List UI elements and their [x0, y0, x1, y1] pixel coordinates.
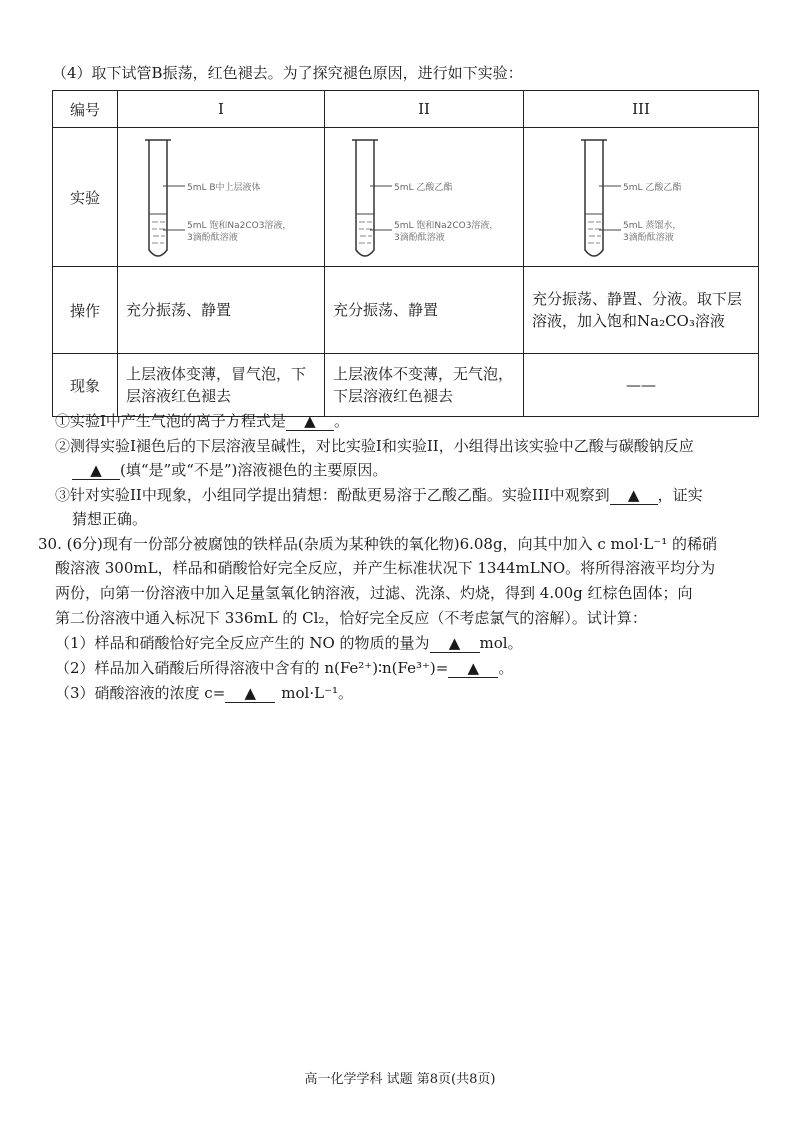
table-row-operation: [53, 267, 759, 354]
note-2-line-1: ②测得实验I褪色后的下层溶液呈碱性，对比实验I和实验II，小组得出该实验中乙酸与碳酸钠反应: [55, 437, 694, 455]
note-3-line-1: [55, 484, 703, 506]
row-label-phenomenon: 现象: [53, 354, 118, 417]
q30-sub-2: [55, 657, 513, 679]
page-footer: 高一化学学科 试题 第8页(共8页): [304, 1072, 496, 1087]
answer-blank-1[interactable]: ▲: [286, 412, 334, 431]
row-label-experiment: 实验: [53, 128, 118, 267]
header-cell-number: 编号: [53, 91, 118, 128]
experiment-table: [52, 90, 759, 417]
operation-cell-II: 充分振荡、静置: [325, 267, 524, 354]
header-cell-II: II: [325, 91, 524, 128]
note-2-text: (填“是”或“不是”)溶液褪色的主要原因。: [120, 461, 388, 479]
test-tube-icon: [525, 130, 755, 264]
table-row-experiment: [53, 128, 759, 267]
tube-III-upper-label: 5mL 乙酸乙酯: [623, 183, 682, 193]
tube-III-lower-label-2: 3滴酚酞溶液: [623, 233, 674, 243]
answer-blank-2[interactable]: ▲: [72, 461, 120, 480]
q30-sub-3: [55, 682, 353, 704]
q30-sub-3-text: （3）硝酸溶液的浓度 c=: [55, 684, 226, 702]
note-1-text: ①实验I中产生气泡的离子方程式是: [55, 412, 286, 430]
tube-I-lower-label-2: 3滴酚酞溶液: [187, 233, 238, 243]
answer-blank-6[interactable]: ▲: [225, 684, 275, 703]
phenomenon-cell-II: 上层液体不变薄，无气泡，下层溶液红色褪去: [325, 354, 524, 417]
phenomenon-cell-III: ——: [524, 354, 759, 417]
test-tube-icon: [119, 130, 319, 264]
row-label-operation: 操作: [53, 267, 118, 354]
note-1: [55, 410, 349, 432]
test-tube-icon: [326, 130, 522, 264]
q30-sub-2-end: 。: [498, 659, 514, 677]
q30-line-3: 两份，向第一份溶液中加入足量氢氧化钠溶液，过滤、洗涤、灼烧，得到 4.00g 红棕色固体；向: [55, 584, 693, 602]
q30-sub-1: [55, 632, 523, 654]
note-2-line-2: [72, 459, 387, 481]
experiment-cell-I: [118, 128, 325, 267]
note-3-text: ③针对实验II中现象，小组同学提出猜想：酚酞更易溶于乙酸乙酯。实验III中观察到: [55, 486, 610, 504]
q30-line-4: 第二份溶液中通入标况下 336mL 的 Cl₂，恰好完全反应（不考虑氯气的溶解）。试计算：: [55, 609, 647, 627]
experiment-cell-II: [325, 128, 524, 267]
q30-line-2: 酸溶液 300mL，样品和硝酸恰好完全反应，并产生标准状况下 1344mLNO。将所得溶液平均分为: [55, 559, 716, 577]
q30-sub-2-text: （2）样品加入硝酸后所得溶液中含有的 n(Fe²⁺)∶n(Fe³⁺)=: [55, 659, 449, 677]
tube-I-lower-label-1: 5mL 饱和Na2CO3溶液，: [187, 221, 292, 231]
tube-II-lower-label-2: 3滴酚酞溶液: [394, 233, 445, 243]
answer-blank-5[interactable]: ▲: [448, 659, 498, 678]
operation-cell-I: 充分振荡、静置: [118, 267, 325, 354]
q4-intro: （4）取下试管B振荡，红色褪去。为了探究褪色原因，进行如下实验：: [52, 64, 523, 82]
answer-blank-3[interactable]: ▲: [610, 486, 658, 505]
answer-blank-4[interactable]: ▲: [430, 634, 480, 653]
table-header-row: [53, 91, 759, 128]
tube-I-upper-label: 5mL B中上层液体: [187, 183, 261, 193]
phenomenon-cell-I: 上层液体变薄，冒气泡，下层溶液红色褪去: [118, 354, 325, 417]
q30-line-1: 30. (6分)现有一份部分被腐蚀的铁样品(杂质为某种铁的氧化物)6.08g，向其中加入 c mol·L⁻¹ 的稀硝: [38, 535, 717, 553]
header-cell-III: III: [524, 91, 759, 128]
q30-sub-3-unit: mol·L⁻¹。: [281, 684, 354, 702]
header-cell-I: I: [118, 91, 325, 128]
q30-sub-1-text: （1）样品和硝酸恰好完全反应产生的 NO 的物质的量为: [55, 634, 430, 652]
operation-cell-III: 充分振荡、静置、分液。取下层溶液，加入饱和Na₂CO₃溶液: [524, 267, 759, 354]
note-1-end: 。: [333, 412, 349, 430]
note-3-line-2: 猜想正确。: [72, 510, 148, 528]
table-row-phenomenon: [53, 354, 759, 417]
q30-sub-1-unit: mol。: [479, 634, 523, 652]
tube-II-lower-label-1: 5mL 饱和Na2CO3溶液，: [394, 221, 499, 231]
tube-III-lower-label-1: 5mL 蒸馏水，: [623, 221, 682, 231]
note-3-end: ，证实: [657, 486, 703, 504]
experiment-cell-III: [524, 128, 759, 267]
tube-II-upper-label: 5mL 乙酸乙酯: [394, 183, 453, 193]
